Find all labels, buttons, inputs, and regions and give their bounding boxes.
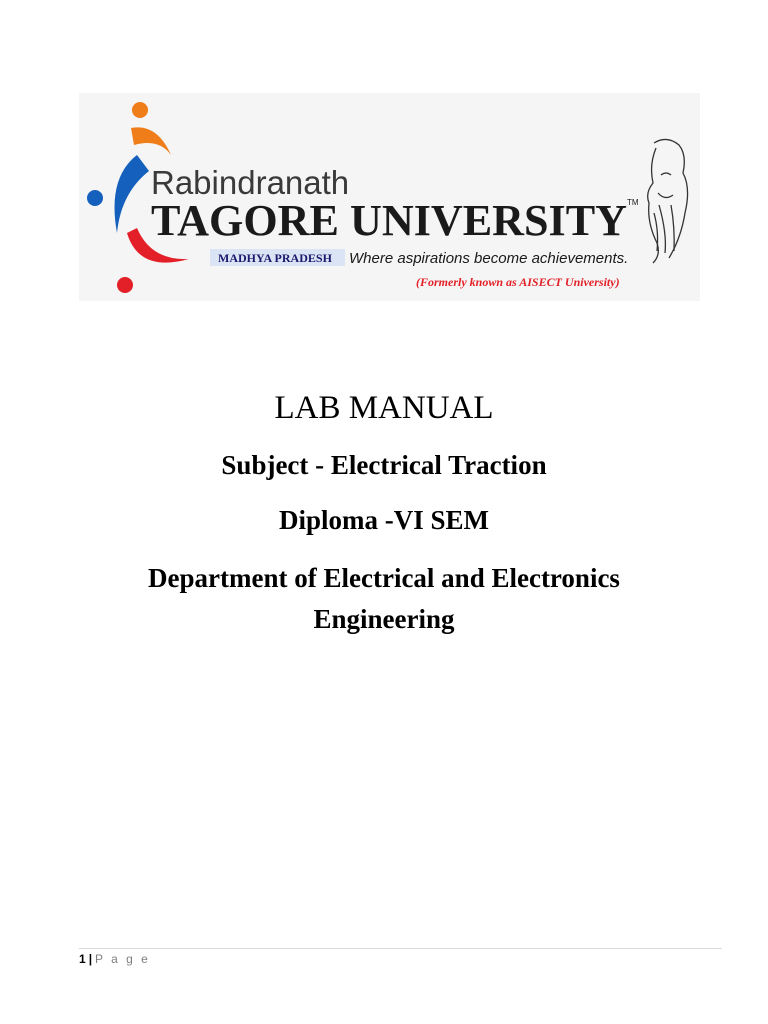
subject-heading: Subject - Electrical Traction xyxy=(221,450,547,480)
logo-tagline: Where aspirations become achievements. xyxy=(349,250,629,267)
page-label: P a g e xyxy=(95,952,151,966)
university-logo xyxy=(79,93,700,301)
footer-divider xyxy=(79,948,722,949)
logo-former-name: (Formerly known as AISECT University) xyxy=(416,275,620,289)
tagore-portrait-icon xyxy=(648,139,688,263)
logo-line1: Rabindranath xyxy=(151,164,350,201)
logo-state: MADHYA PRADESH xyxy=(218,251,332,265)
university-logo-banner xyxy=(79,93,700,301)
course-heading: Diploma -VI SEM xyxy=(278,505,489,535)
logo-tm: TM xyxy=(627,198,639,207)
department-heading: Department of Electrical and Electronics Engineering xyxy=(148,563,620,634)
page-number: 1 xyxy=(79,952,86,966)
logo-line2: TAGORE UNIVERSITY xyxy=(151,196,627,245)
page-title: LAB MANUAL xyxy=(274,390,494,426)
page-footer xyxy=(79,952,150,966)
footer-separator: | xyxy=(88,952,93,966)
